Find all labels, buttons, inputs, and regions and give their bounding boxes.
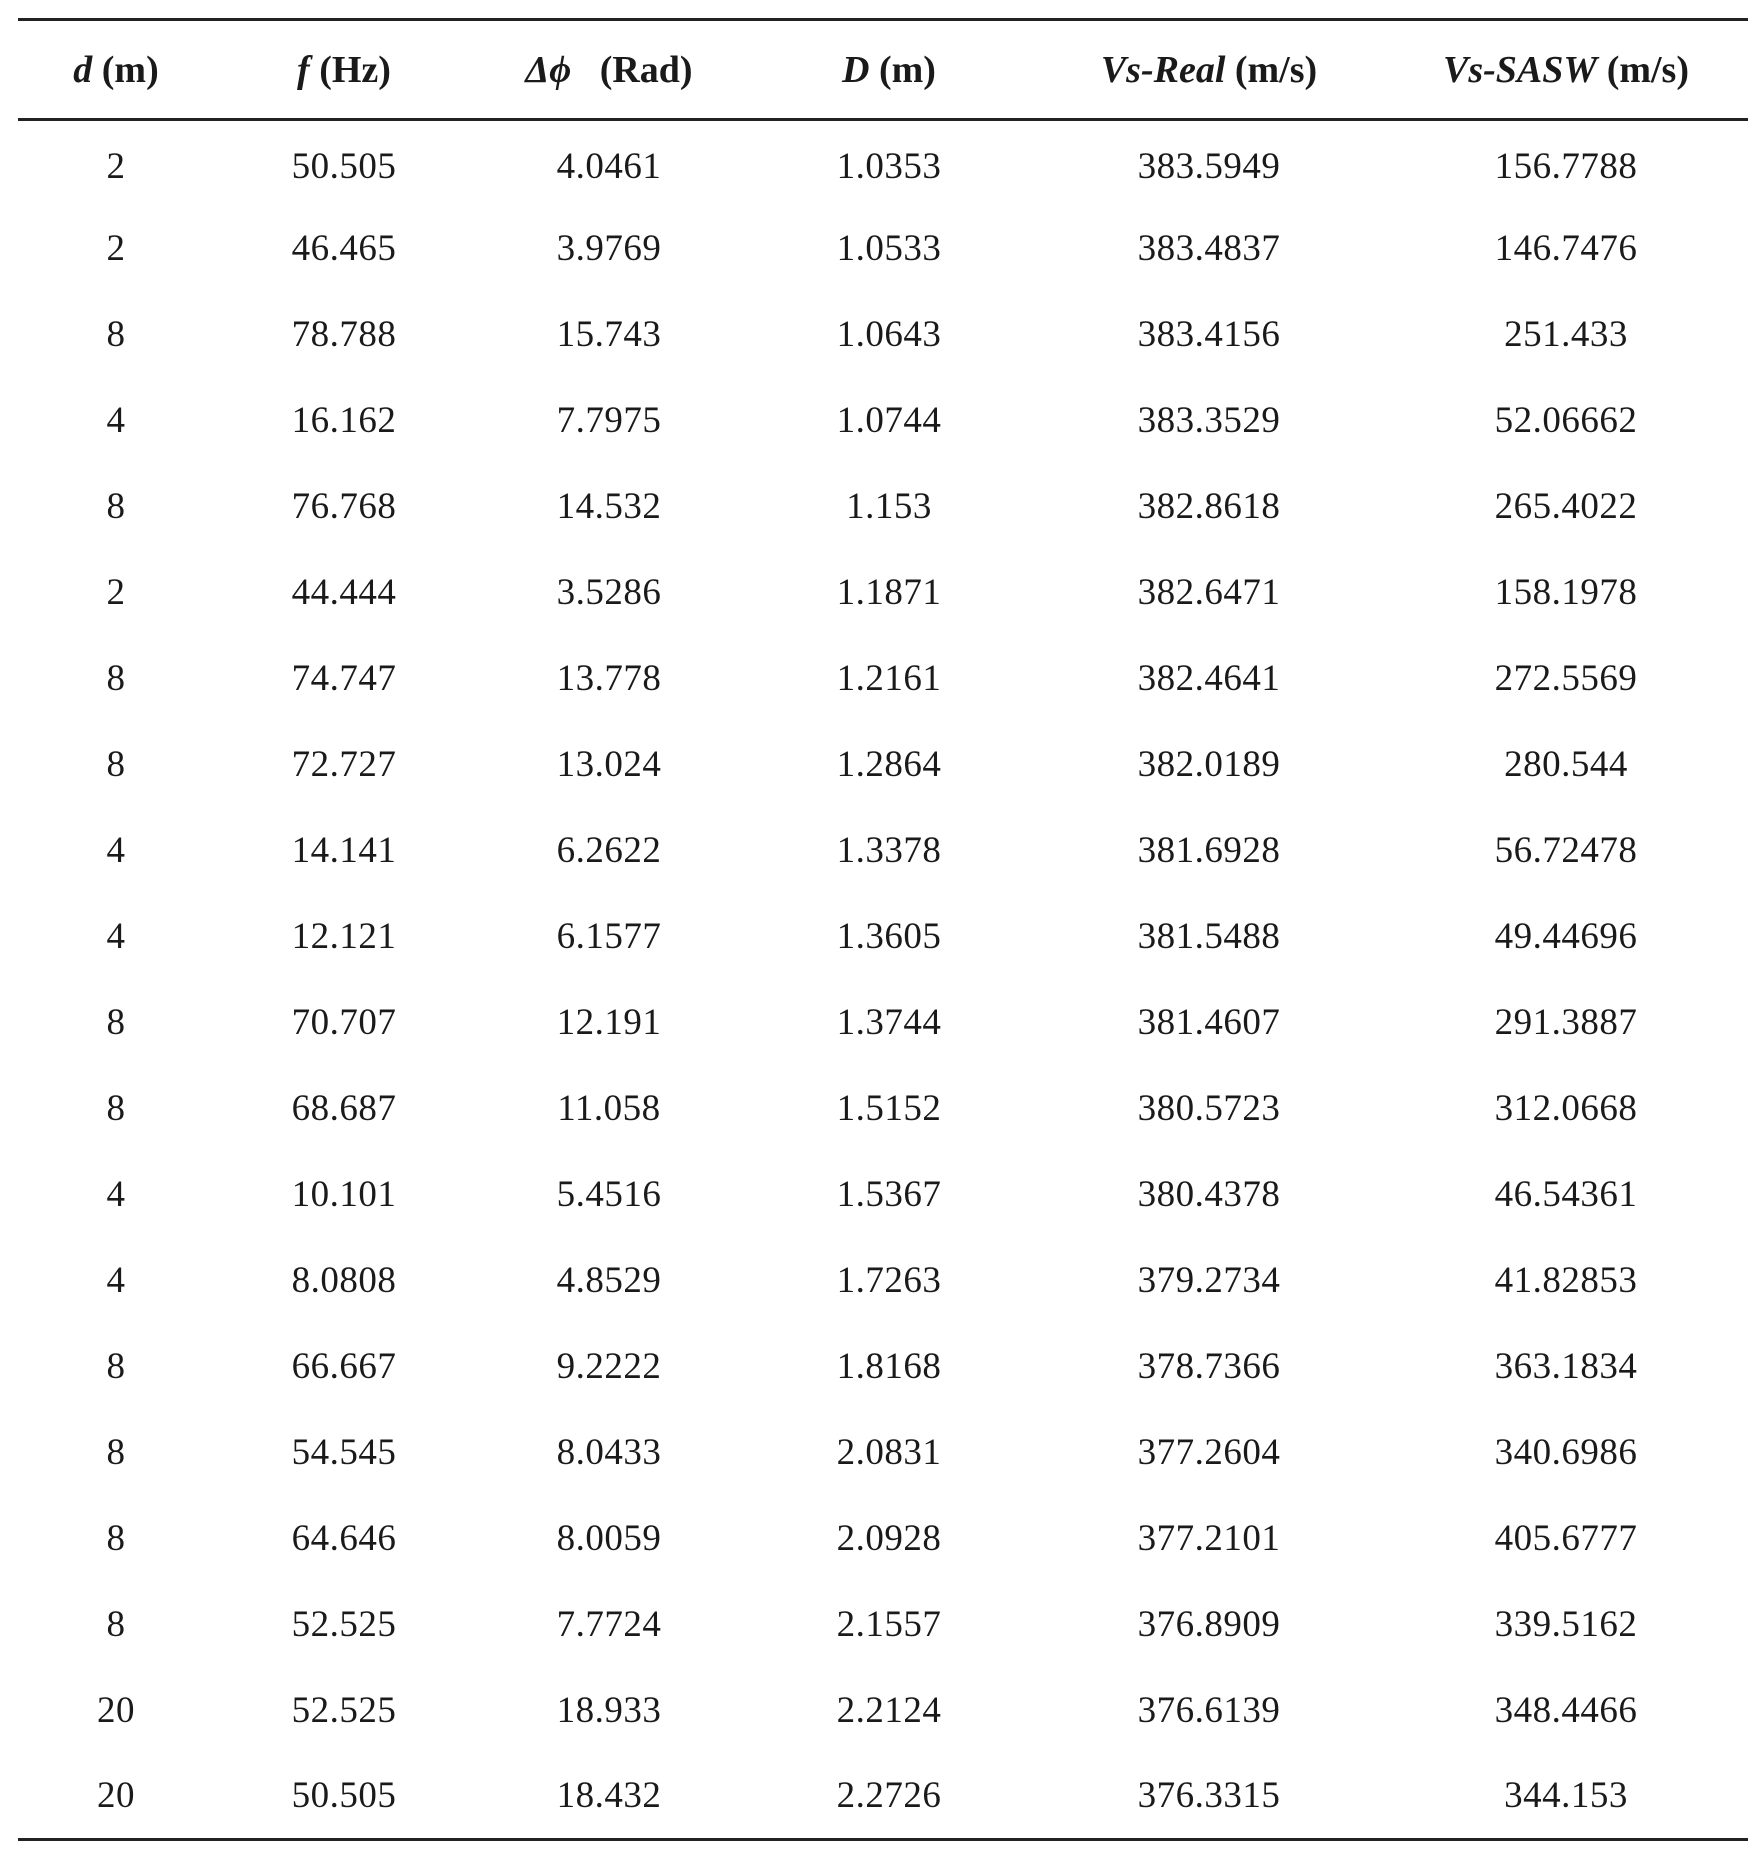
cell-phase-difference: 7.7975 [556, 400, 662, 441]
cell-phase-difference: 8.0433 [556, 1432, 662, 1473]
cell-d: 20 [97, 1690, 135, 1731]
cell-vs-sasw: 280.544 [1504, 744, 1628, 785]
cell-vs-sasw: 291.3887 [1494, 1002, 1638, 1043]
cell-d: 4 [106, 830, 126, 871]
table-row [18, 980, 1748, 1066]
cell-vs-real: 381.5488 [1137, 916, 1281, 957]
cell-d: 4 [106, 1260, 126, 1301]
cell-phase-difference: 5.4516 [556, 1174, 662, 1215]
cell-depth: 2.2124 [836, 1690, 942, 1731]
table-row [18, 550, 1748, 636]
cell-f: 12.121 [291, 916, 397, 957]
cell-phase-difference: 18.432 [474, 1754, 744, 1840]
cell-vs-real: 382.4641 [1137, 658, 1281, 699]
header-row [18, 20, 1748, 120]
cell-d: 8 [106, 658, 126, 699]
cell-phase-difference: 13.778 [556, 658, 662, 699]
table-body [18, 120, 1748, 1840]
cell-depth: 1.1871 [836, 572, 942, 613]
cell-depth: 1.0744 [836, 400, 942, 441]
cell-vs-sasw: 41.82853 [1494, 1260, 1638, 1301]
table-row [18, 1066, 1748, 1152]
cell-vs-sasw: 340.6986 [1494, 1432, 1638, 1473]
cell-depth: 1.3378 [836, 830, 942, 871]
table-row [18, 1410, 1748, 1496]
cell-vs-sasw: 46.54361 [1494, 1174, 1638, 1215]
cell-vs-real: 378.7366 [1137, 1346, 1281, 1387]
table-row [18, 1324, 1748, 1410]
cell-f: 52.525 [291, 1690, 397, 1731]
cell-phase-difference: 6.1577 [556, 916, 662, 957]
cell-depth: 1.0353 [836, 145, 942, 187]
cell-f: 50.505 [214, 1754, 474, 1840]
cell-f: 52.525 [291, 1604, 397, 1645]
cell-vs-real: 382.6471 [1137, 572, 1281, 613]
cell-depth: 1.2161 [836, 658, 942, 699]
table-row [18, 206, 1748, 292]
cell-f: 68.687 [291, 1088, 397, 1129]
cell-vs-sasw: 339.5162 [1494, 1604, 1638, 1645]
cell-f: 16.162 [291, 400, 397, 441]
cell-phase-difference: 14.532 [556, 486, 662, 527]
cell-vs-real: 376.3315 [1034, 1754, 1384, 1840]
table-row [18, 1668, 1748, 1754]
cell-depth: 2.0928 [836, 1518, 942, 1559]
cell-f: 72.727 [291, 744, 397, 785]
cell-phase-difference: 6.2622 [556, 830, 662, 871]
cell-depth: 1.3605 [836, 916, 942, 957]
table-row [18, 464, 1748, 550]
cell-vs-sasw: 49.44696 [1494, 916, 1638, 957]
cell-vs-real: 383.4837 [1137, 228, 1281, 269]
cell-vs-sasw: 363.1834 [1494, 1346, 1638, 1387]
cell-vs-sasw: 348.4466 [1494, 1690, 1638, 1731]
cell-depth: 1.7263 [836, 1260, 942, 1301]
cell-vs-real: 380.5723 [1137, 1088, 1281, 1129]
cell-f: 10.101 [291, 1174, 397, 1215]
cell-vs-real: 376.8909 [1137, 1604, 1281, 1645]
cell-vs-sasw: 156.7788 [1494, 145, 1638, 187]
cell-vs-real: 383.5949 [1137, 145, 1281, 187]
cell-vs-real: 383.3529 [1137, 400, 1281, 441]
cell-phase-difference: 12.191 [556, 1002, 662, 1043]
cell-f: 74.747 [291, 658, 397, 699]
cell-vs-real: 379.2734 [1137, 1260, 1281, 1301]
cell-phase-difference: 15.743 [556, 314, 662, 355]
cell-depth: 1.8168 [836, 1346, 942, 1387]
cell-d: 2 [106, 145, 126, 187]
data-table-container [18, 18, 1748, 1841]
cell-vs-sasw: 251.433 [1504, 314, 1628, 355]
cell-depth: 2.1557 [836, 1604, 942, 1645]
table-row [18, 722, 1748, 808]
table-row [18, 808, 1748, 894]
cell-d: 8 [106, 1002, 126, 1043]
cell-f: 76.768 [291, 486, 397, 527]
cell-f: 78.788 [291, 314, 397, 355]
cell-depth: 1.0643 [836, 314, 942, 355]
table-row [18, 292, 1748, 378]
table-row [18, 1582, 1748, 1668]
table-header [18, 20, 1748, 120]
cell-f: 46.465 [291, 228, 397, 269]
cell-phase-difference: 4.0461 [556, 145, 662, 187]
cell-vs-real: 376.6139 [1137, 1690, 1281, 1731]
cell-d: 2 [106, 228, 126, 269]
cell-phase-difference: 13.024 [556, 744, 662, 785]
cell-f: 44.444 [291, 572, 397, 613]
data-table [18, 18, 1748, 1841]
cell-f: 14.141 [291, 830, 397, 871]
table-row [18, 1238, 1748, 1324]
table-row [18, 1152, 1748, 1238]
table-row [18, 378, 1748, 464]
cell-vs-real: 381.6928 [1137, 830, 1281, 871]
cell-depth: 1.2864 [836, 744, 942, 785]
column-header-f: f (Hz) [214, 20, 474, 120]
cell-d: 8 [106, 1088, 126, 1129]
cell-phase-difference: 4.8529 [556, 1260, 662, 1301]
cell-f: 50.505 [291, 145, 397, 187]
cell-depth: 2.0831 [836, 1432, 942, 1473]
cell-vs-real: 383.4156 [1137, 314, 1281, 355]
cell-depth: 2.2726 [744, 1754, 1034, 1840]
cell-vs-sasw: 272.5569 [1494, 658, 1638, 699]
cell-vs-sasw: 146.7476 [1494, 228, 1638, 269]
cell-f: 66.667 [291, 1346, 397, 1387]
cell-d: 8 [106, 486, 126, 527]
cell-d: 4 [106, 916, 126, 957]
cell-d: 8 [106, 744, 126, 785]
cell-vs-real: 377.2604 [1137, 1432, 1281, 1473]
cell-phase-difference: 3.5286 [556, 572, 662, 613]
table-row [18, 120, 1748, 206]
cell-f: 54.545 [291, 1432, 397, 1473]
cell-vs-sasw: 56.72478 [1494, 830, 1638, 871]
cell-vs-sasw: 344.153 [1384, 1754, 1748, 1840]
column-header-vs-sasw: Vs-SASW (m/s) [1384, 20, 1748, 120]
cell-vs-real: 381.4607 [1137, 1002, 1281, 1043]
cell-phase-difference: 11.058 [557, 1088, 661, 1129]
cell-phase-difference: 9.2222 [556, 1346, 662, 1387]
cell-f: 8.0808 [291, 1260, 397, 1301]
column-header-vs-real: Vs-Real (m/s) [1034, 20, 1384, 120]
cell-depth: 1.5367 [836, 1174, 942, 1215]
table-row [18, 1496, 1748, 1582]
cell-phase-difference: 8.0059 [556, 1518, 662, 1559]
cell-vs-real: 382.8618 [1137, 486, 1281, 527]
cell-vs-sasw: 52.06662 [1494, 400, 1638, 441]
cell-vs-real: 380.4378 [1137, 1174, 1281, 1215]
cell-vs-sasw: 158.1978 [1494, 572, 1638, 613]
cell-vs-real: 382.0189 [1137, 744, 1281, 785]
cell-depth: 1.153 [846, 486, 932, 527]
cell-f: 70.707 [291, 1002, 397, 1043]
cell-d: 8 [106, 314, 126, 355]
table-row [18, 636, 1748, 722]
cell-f: 64.646 [291, 1518, 397, 1559]
cell-d: 4 [106, 1174, 126, 1215]
column-header-phase-difference: Δϕ (Rad) [474, 20, 744, 120]
cell-vs-real: 377.2101 [1137, 1518, 1281, 1559]
cell-d: 4 [106, 400, 126, 441]
cell-phase-difference: 18.933 [556, 1690, 662, 1731]
table-row [18, 1754, 1748, 1840]
cell-d: 20 [18, 1754, 214, 1840]
cell-depth: 1.5152 [836, 1088, 942, 1129]
column-header-depth: D (m) [744, 20, 1034, 120]
cell-d: 8 [106, 1346, 126, 1387]
cell-d: 8 [106, 1518, 126, 1559]
cell-d: 8 [106, 1604, 126, 1645]
cell-d: 8 [106, 1432, 126, 1473]
table-row [18, 894, 1748, 980]
cell-vs-sasw: 405.6777 [1494, 1518, 1638, 1559]
cell-phase-difference: 7.7724 [556, 1604, 662, 1645]
cell-depth: 1.0533 [836, 228, 942, 269]
cell-d: 2 [106, 572, 126, 613]
cell-vs-sasw: 312.0668 [1494, 1088, 1638, 1129]
cell-vs-sasw: 265.4022 [1494, 486, 1638, 527]
cell-phase-difference: 3.9769 [556, 228, 662, 269]
cell-depth: 1.3744 [836, 1002, 942, 1043]
column-header-d: d (m) [18, 20, 214, 120]
